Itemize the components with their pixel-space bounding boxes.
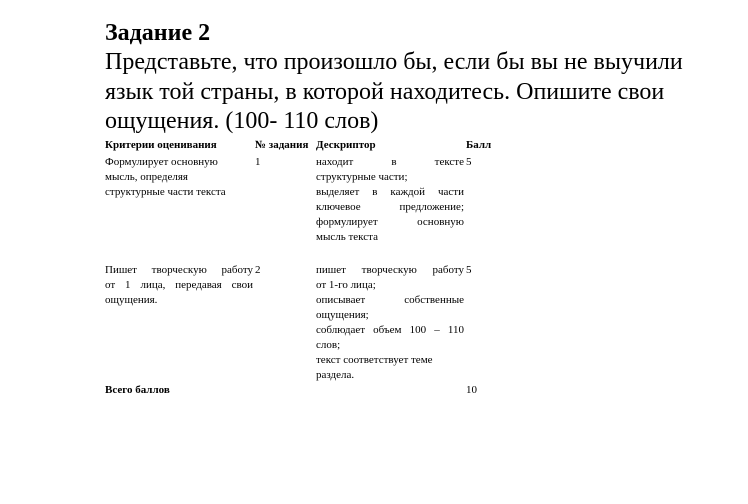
row2-descriptor-line: пишет творческую работу <box>316 264 464 276</box>
row1-criteria <box>105 155 253 200</box>
row1-descriptor-line: формулирует основную <box>316 216 464 228</box>
row1-score: 5 <box>466 156 472 168</box>
row2-descriptor-line: слов; <box>316 339 341 351</box>
task-text-line: Представьте, что произошло бы, если бы вы не выучили <box>105 49 683 75</box>
row1-descriptor <box>316 155 464 245</box>
row1-task-number: 1 <box>255 156 261 168</box>
row1-criteria-line: мысль, определяя <box>105 171 188 183</box>
row1-descriptor-line: выделяет в каждой части <box>316 186 464 198</box>
header-score: Балл <box>466 139 492 151</box>
row2-descriptor-line: от 1-го лица; <box>316 279 376 291</box>
task-text-line: язык той страны, в которой находитесь. Опишите свои <box>105 78 665 105</box>
row2-descriptor-line: ощущения; <box>316 309 369 321</box>
task-text <box>105 48 705 137</box>
task-text-line: ощущения. (100- 110 слов) <box>105 108 379 134</box>
header-task-number: № задания <box>255 139 309 151</box>
total-label: Всего баллов <box>105 384 170 396</box>
row1-descriptor-line: ключевое предложение; <box>316 201 464 213</box>
row2-descriptor <box>316 263 464 383</box>
row1-criteria-line: Формулирует основную <box>105 156 218 168</box>
row2-descriptor-line: описывает собственные <box>316 294 464 306</box>
total-value: 10 <box>466 384 477 396</box>
row1-descriptor-line: мысль текста <box>316 231 378 243</box>
row2-score: 5 <box>466 264 472 276</box>
header-descriptor: Дескриптор <box>316 139 376 151</box>
row2-descriptor-line: соблюдает объем 100 – 110 <box>316 324 464 336</box>
task-title: Задание 2 <box>105 20 211 46</box>
row2-descriptor-line: раздела. <box>316 369 355 381</box>
row2-task-number: 2 <box>255 264 261 276</box>
row2-criteria-line: от 1 лица, передавая свои <box>105 279 253 291</box>
row1-descriptor-line: структурные части; <box>316 171 408 183</box>
row1-criteria-line: структурные части текста <box>105 186 226 198</box>
row2-criteria-line: Пишет творческую работу <box>105 264 253 276</box>
header-criteria: Критерии оценивания <box>105 139 217 151</box>
row2-descriptor-line: текст соответствует теме <box>316 354 433 366</box>
row1-descriptor-line: находит в тексте <box>316 156 464 168</box>
row2-criteria-line: ощущения. <box>105 294 158 306</box>
row2-criteria <box>105 263 253 308</box>
